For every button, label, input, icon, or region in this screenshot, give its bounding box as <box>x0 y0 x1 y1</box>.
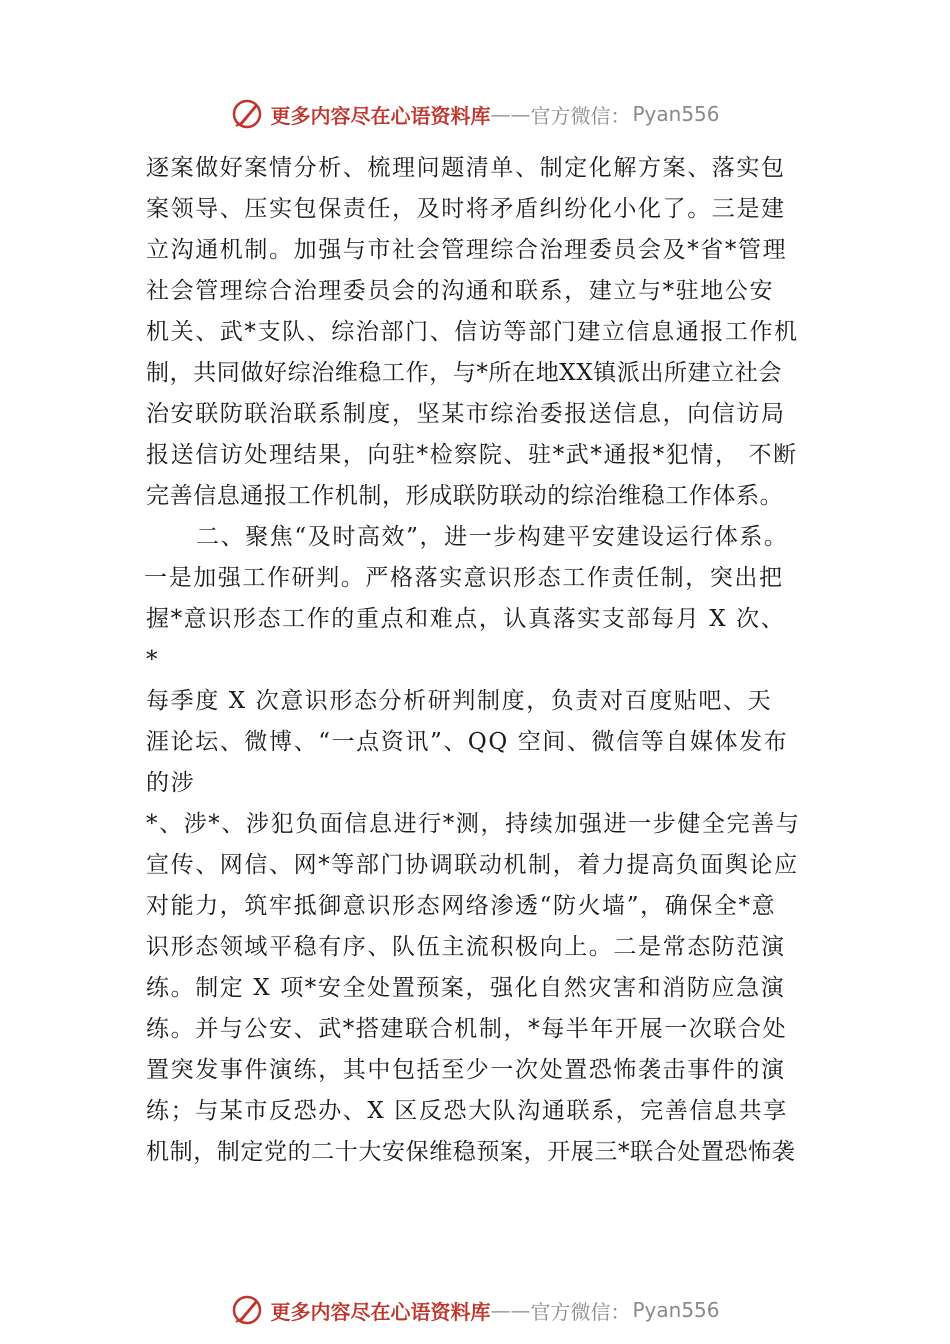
watermark-header <box>0 94 950 134</box>
watermark-wechat-label: 官方微信： <box>530 1299 631 1324</box>
text-line: 的涉 <box>146 770 196 796</box>
watermark-brand: 更多内容尽在心语资料库 <box>270 1299 491 1324</box>
text-line: 练。制定 X 项*安全处置预案，强化自然灾害和消防应急演 <box>146 975 786 1001</box>
watermark-wechat-id: Pyan556 <box>632 1298 720 1322</box>
text-line: 练；与某市反恐办、X 区反恐大队沟通联系，完善信息共享 <box>146 1098 788 1124</box>
watermark-dash: —— <box>490 1298 531 1322</box>
text-line: 握*意识形态工作的重点和难点，认真落实支部每月 X 次、 <box>146 606 786 632</box>
text-line: 机制，制定党的二十大安保维稳预案，开展三*联合处置恐怖袭 <box>146 1139 796 1165</box>
text-line: 立沟通机制。加强与市社会管理综合治理委员会及*省*管理 <box>146 237 788 263</box>
text-line: 置突发事件演练，其中包括至少一次处置恐怖袭击事件的演 <box>146 1057 786 1083</box>
text-line: *、涉*、涉犯负面信息进行*测，持续加强进一步健全完善与 <box>146 811 801 837</box>
watermark-wechat-label: 官方微信： <box>530 103 631 128</box>
body-text <box>146 148 826 1173</box>
text-line: 逐案做好案情分析、梳理问题清单、制定化解方案、落实包 <box>146 155 786 181</box>
text-line: 一是加强工作研判。严格落实意识形态工作责任制，突出把 <box>144 565 784 591</box>
watermark-dash: —— <box>490 102 531 126</box>
text-line: 社会管理综合治理委员会的沟通和联系，建立与*驻地公安 <box>146 278 775 304</box>
text-line: 涯论坛、微博、“一点资讯”、QQ 空间、微信等自媒体发布 <box>146 729 789 755</box>
text-line: 报送信访处理结果，向驻*检察院、驻*武*通报*犯情， 不断 <box>146 442 798 468</box>
text-line: 识形态领域平稳有序、队伍主流积极向上。二是常态防范演 <box>146 934 786 960</box>
section-heading: 二、聚焦“及时高效”，进一步构建平安建设运行体系。 <box>196 524 789 550</box>
watermark-footer <box>0 1290 950 1330</box>
text-line: 治安联防联治联系制度，坚某市综治委报送信息，向信访局 <box>146 401 786 427</box>
text-line: 案领导、压实包保责任，及时将矛盾纠纷化小化了。三是建 <box>146 196 786 222</box>
text-line: 机关、武*支队、综治部门、信访等部门建立信息通报工作机 <box>146 319 799 345</box>
text-line: 每季度 X 次意识形态分析研判制度，负责对百度贴吧、天 <box>146 688 773 714</box>
quill-logo-icon <box>230 1293 264 1327</box>
text-line: 完善信息通报工作机制，形成联防联动的综治维稳工作体系。 <box>146 483 784 509</box>
text-line: 制，共同做好综治维稳工作，与*所在地XX镇派出所建立社会 <box>146 360 783 386</box>
watermark-brand: 更多内容尽在心语资料库 <box>270 103 491 128</box>
quill-logo-icon <box>230 97 264 131</box>
text-line: 练。并与公安、武*搭建联合机制，*每半年开展一次联合处 <box>146 1016 788 1042</box>
text-line: * <box>146 647 160 673</box>
watermark-wechat-id: Pyan556 <box>632 102 720 126</box>
text-line: 宣传、网信、网*等部门协调联动机制，着力提高负面舆论应 <box>146 852 799 878</box>
text-line: 对能力，筑牢抵御意识形态网络渗透“防火墙”，确保全*意 <box>146 893 777 919</box>
